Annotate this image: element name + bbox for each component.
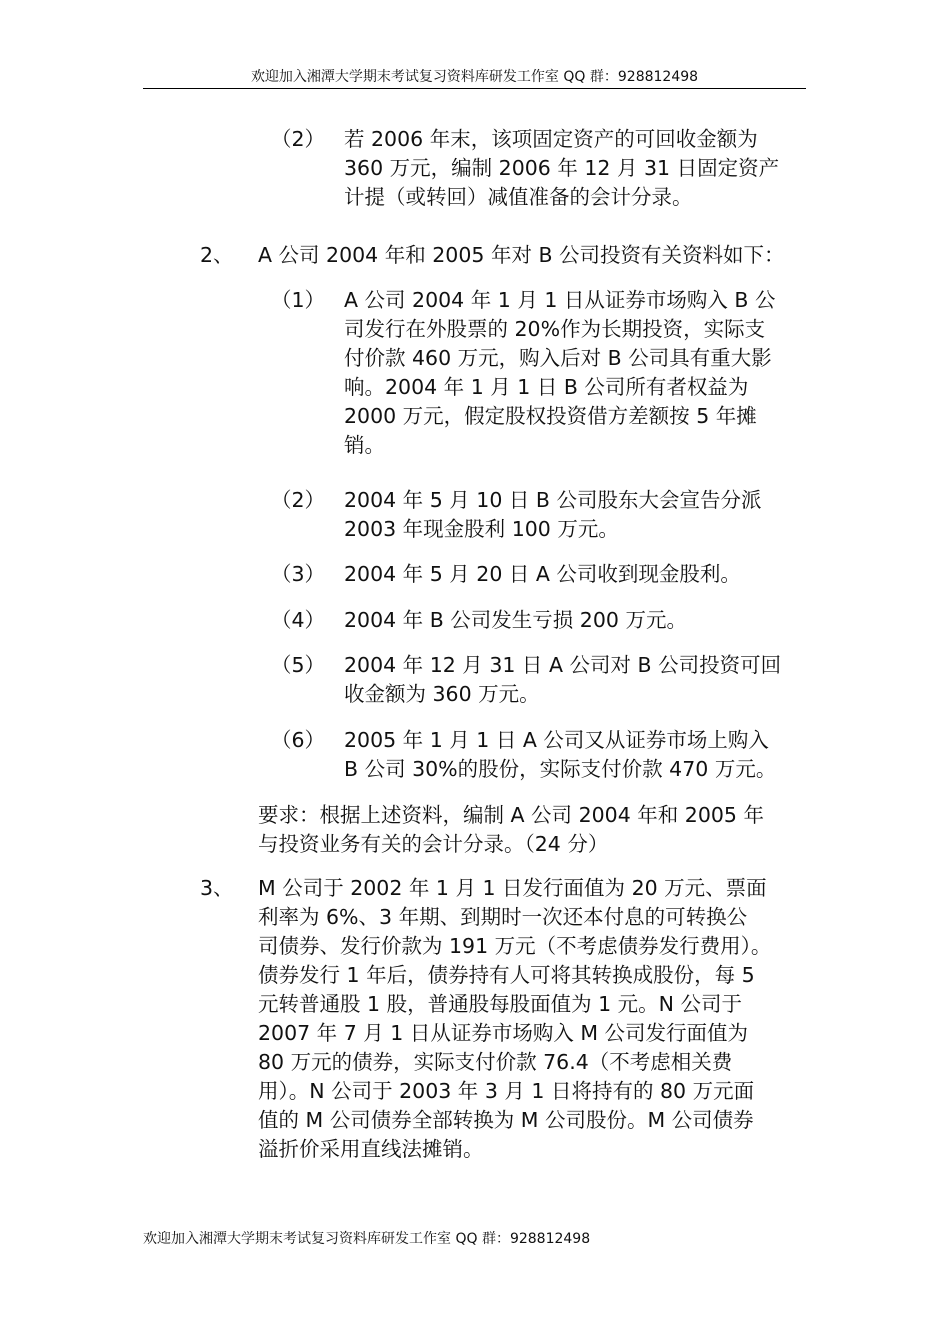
text-line: B 公司 30%的股份，实际支付价款 470 万元。 — [344, 757, 777, 781]
question-text — [258, 241, 818, 270]
sub-item-2 — [0, 486, 950, 560]
sub-item-number: （2） — [271, 488, 326, 512]
text-line: 2005 年 1 月 1 日 A 公司又从证券市场上购入 — [344, 728, 769, 752]
sub-item-text — [344, 125, 804, 212]
header-divider — [143, 88, 806, 89]
text-line: M 公司于 2002 年 1 月 1 日发行面值为 20 万元、票面 — [258, 876, 767, 900]
sub-item-number: （6） — [271, 728, 326, 752]
text-line: 用）。N 公司于 2003 年 3 月 1 日将持有的 80 万元面 — [258, 1079, 755, 1103]
text-line: 2004 年 12 月 31 日 A 公司对 B 公司投资可回 — [344, 653, 782, 677]
text-line: 司发行在外股票的 20%作为长期投资，实际支 — [344, 317, 766, 341]
sub-item-6 — [0, 726, 950, 801]
sub-item-text — [344, 651, 804, 709]
question-number: 2、 — [200, 243, 234, 267]
sub-item-text — [344, 486, 804, 544]
text-line: 360 万元，编制 2006 年 12 月 31 日固定资产 — [344, 156, 780, 180]
requirement-note — [0, 801, 950, 874]
text-line: 司债券、发行价款为 191 万元（不考虑债券发行费用）。 — [258, 934, 772, 958]
text-line: 要求：根据上述资料，编制 A 公司 2004 年和 2005 年 — [258, 803, 764, 827]
text-line: 2004 年 B 公司发生亏损 200 万元。 — [344, 608, 687, 632]
sub-item-text — [344, 560, 804, 589]
text-line: 值的 M 公司债券全部转换为 M 公司股份。M 公司债券 — [258, 1108, 754, 1132]
text-line: 付价款 460 万元，购入后对 B 公司具有重大影 — [344, 346, 772, 370]
text-line: 2004 年 5 月 10 日 B 公司股东大会宣告分派 — [344, 488, 762, 512]
sub-item-number: （5） — [271, 653, 326, 677]
question-2 — [0, 241, 950, 286]
question-3 — [0, 874, 950, 1164]
text-line: 溢折价采用直线法摊销。 — [258, 1137, 484, 1161]
text-line: 计提（或转回）减值准备的会计分录。 — [344, 185, 693, 209]
text-line: 若 2006 年末，该项固定资产的可回收金额为 — [344, 127, 758, 151]
text-line: 收金额为 360 万元。 — [344, 682, 540, 706]
sub-item-3 — [0, 560, 950, 606]
text-line: 债券发行 1 年后，债券持有人可将其转换成股份，每 5 — [258, 963, 755, 987]
sub-item-number: （1） — [271, 288, 326, 312]
text-line: 2004 年 5 月 20 日 A 公司收到现金股利。 — [344, 562, 741, 586]
sub-item-text — [344, 726, 804, 784]
text-line: 销。 — [344, 433, 385, 457]
text-line: 2007 年 7 月 1 日从证券市场购入 M 公司发行面值为 — [258, 1021, 749, 1045]
sub-item-text — [344, 286, 804, 460]
document-body — [0, 125, 950, 1164]
text-line: 2000 万元，假定股权投资借方差额按 5 年摊 — [344, 404, 757, 428]
text-line: 元转普通股 1 股，普通股每股面值为 1 元。N 公司于 — [258, 992, 743, 1016]
sub-item-1 — [0, 286, 950, 486]
text-line: A 公司 2004 年和 2005 年对 B 公司投资有关资料如下： — [258, 243, 785, 267]
page-header: 欢迎加入湘潭大学期末考试复习资料库研发工作室 QQ 群：928812498 — [250, 69, 699, 85]
requirement-text — [258, 801, 803, 859]
question-text — [258, 874, 818, 1164]
text-line: A 公司 2004 年 1 月 1 日从证券市场购入 B 公 — [344, 288, 776, 312]
sub-item-2-fixed-asset — [0, 125, 950, 241]
text-line: 80 万元的债券，实际支付价款 76.4（不考虑相关费 — [258, 1050, 733, 1074]
text-line: 与投资业务有关的会计分录。（24 分） — [258, 832, 609, 856]
text-line: 响。2004 年 1 月 1 日 B 公司所有者权益为 — [344, 375, 749, 399]
sub-item-number: （3） — [271, 562, 326, 586]
sub-item-5 — [0, 651, 950, 726]
sub-item-number: （2） — [271, 127, 326, 151]
page-footer: 欢迎加入湘潭大学期末考试复习资料库研发工作室 QQ 群：928812498 — [143, 1231, 591, 1247]
text-line: 2003 年现金股利 100 万元。 — [344, 517, 619, 541]
text-line: 利率为 6%、3 年期、到期时一次还本付息的可转换公 — [258, 905, 748, 929]
sub-item-4 — [0, 606, 950, 651]
sub-item-number: （4） — [271, 608, 326, 632]
question-number: 3、 — [200, 876, 234, 900]
sub-item-text — [344, 606, 804, 635]
